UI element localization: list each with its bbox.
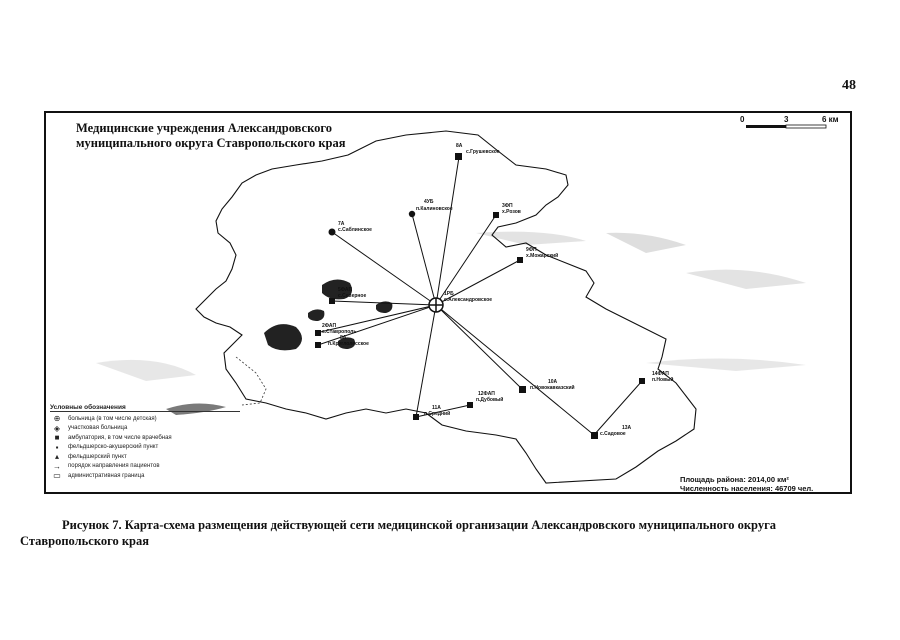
route-line bbox=[436, 305, 594, 435]
ambulatory-marker bbox=[329, 229, 336, 236]
settlement-name: п.Дубовый bbox=[476, 397, 504, 403]
settlement-code: 8А bbox=[340, 335, 347, 341]
legend-label: порядок направления пациентов bbox=[68, 463, 160, 470]
settlement-code: 11А bbox=[432, 405, 441, 411]
settlement-code: 3ФП bbox=[502, 203, 513, 209]
caption-line1: Рисунок 7. Карта-схема размещения действующей сети медицинской организации Александровского муниципального округа bbox=[62, 518, 777, 532]
settlement-code: 2ФАП bbox=[322, 323, 337, 329]
legend-item bbox=[50, 443, 240, 453]
map-title-line2: муниципального округа Ставропольского края bbox=[76, 136, 346, 150]
legend-item bbox=[50, 462, 240, 472]
settlement-code: 9ФП bbox=[526, 247, 537, 253]
secondary-border bbox=[236, 357, 266, 405]
legend-label: амбулатория, в том числе врачебная bbox=[68, 434, 172, 441]
settlement-code: 8А bbox=[456, 143, 463, 149]
settlement-name: п.Средний bbox=[424, 411, 451, 417]
ambulatory-marker bbox=[413, 414, 419, 420]
fp-marker bbox=[517, 257, 523, 263]
terrain-texture bbox=[96, 232, 806, 381]
map-frame bbox=[44, 111, 852, 494]
settlement-name: с.Грушевское bbox=[466, 149, 500, 155]
map-legend bbox=[50, 404, 240, 490]
fap-marker bbox=[329, 298, 335, 304]
fap-marker bbox=[467, 402, 473, 408]
district-hospital-icon: ◈ bbox=[53, 423, 61, 433]
district-hospital-marker bbox=[409, 211, 415, 217]
border-line-icon: ▭ bbox=[53, 471, 61, 481]
district-stats bbox=[680, 475, 813, 493]
area-stat: Площадь района: 2014,00 км² bbox=[680, 475, 789, 484]
figure-caption bbox=[20, 517, 880, 549]
settlement-code: 7А bbox=[338, 221, 345, 227]
hub-code: 1РБ bbox=[444, 291, 454, 297]
scale-tick-0: 0 bbox=[740, 115, 745, 124]
legend-item bbox=[50, 433, 240, 443]
scale-tick-6: 6 км bbox=[822, 115, 839, 124]
settlement-name: с.Ставрополь bbox=[322, 329, 357, 335]
legend-item bbox=[50, 471, 240, 481]
legend-item bbox=[50, 424, 240, 434]
map-title bbox=[76, 121, 346, 151]
hub-hospital-icon bbox=[429, 298, 443, 312]
fap-marker bbox=[315, 330, 321, 336]
settlement-name: п.Новокавказский bbox=[530, 385, 575, 391]
route-line bbox=[436, 305, 522, 389]
legend-label: участковая больница bbox=[68, 425, 128, 432]
settlement-code: 4УБ bbox=[424, 199, 434, 205]
settlement-code: 5ФАП bbox=[338, 287, 353, 293]
route-line bbox=[412, 214, 436, 305]
fp-marker bbox=[493, 212, 499, 218]
hospital-icon: ⊕ bbox=[53, 414, 61, 424]
settlement-name: с.Северное bbox=[338, 293, 367, 299]
settlement-name: п.Калиновское bbox=[416, 206, 453, 212]
fp-icon: ▴ bbox=[54, 452, 59, 462]
legend-label: административная граница bbox=[68, 472, 145, 479]
map-title-line1: Медицинские учреждения Александровского bbox=[76, 121, 332, 135]
legend-title: Условные обозначения bbox=[50, 404, 240, 412]
settlement-code: 14ФАП bbox=[652, 371, 669, 377]
ambulatory-marker bbox=[315, 342, 321, 348]
settlement-name: с.Саблинское bbox=[338, 227, 372, 233]
route-arrow-icon: → bbox=[53, 461, 61, 471]
hub-name: с.Александровское bbox=[444, 297, 493, 303]
fap-marker bbox=[639, 378, 645, 384]
legend-item bbox=[50, 452, 240, 462]
settlement-name: с.Садовое bbox=[600, 431, 626, 437]
ambulatory-marker bbox=[455, 153, 462, 160]
scale-tick-3: 3 bbox=[784, 115, 789, 124]
settlement-name: х.Розов bbox=[502, 209, 521, 215]
settlement-code: 13А bbox=[622, 425, 632, 431]
settlement-name: п.Круглолесское bbox=[328, 341, 369, 347]
fap-icon: ▪ bbox=[55, 442, 59, 452]
legend-label: фельдшерско-акушерский пункт bbox=[68, 444, 159, 451]
legend-label: фельдшерский пункт bbox=[68, 453, 127, 460]
route-line bbox=[594, 381, 642, 435]
settlement-name: х.Можарский bbox=[526, 253, 559, 259]
page-number: 48 bbox=[842, 78, 856, 93]
population-stat: Численность населения: 46709 чел. bbox=[680, 484, 814, 493]
ambulatory-marker bbox=[519, 386, 526, 393]
legend-label: больница (в том числе детская) bbox=[68, 415, 157, 422]
caption-line2: Ставропольского края bbox=[20, 534, 150, 548]
ambulatory-icon: ■ bbox=[54, 433, 60, 443]
settlement-code: 12ФАП bbox=[478, 391, 495, 397]
route-line bbox=[436, 157, 459, 305]
settlement-name: п.Новый bbox=[652, 377, 674, 383]
terrain-dark bbox=[166, 279, 392, 415]
ambulatory-marker bbox=[591, 432, 598, 439]
settlement-code: 10А bbox=[548, 379, 558, 385]
route-line bbox=[416, 305, 436, 417]
scale-bar bbox=[746, 125, 826, 128]
legend-item bbox=[50, 414, 240, 424]
settlement-labels bbox=[322, 143, 674, 437]
